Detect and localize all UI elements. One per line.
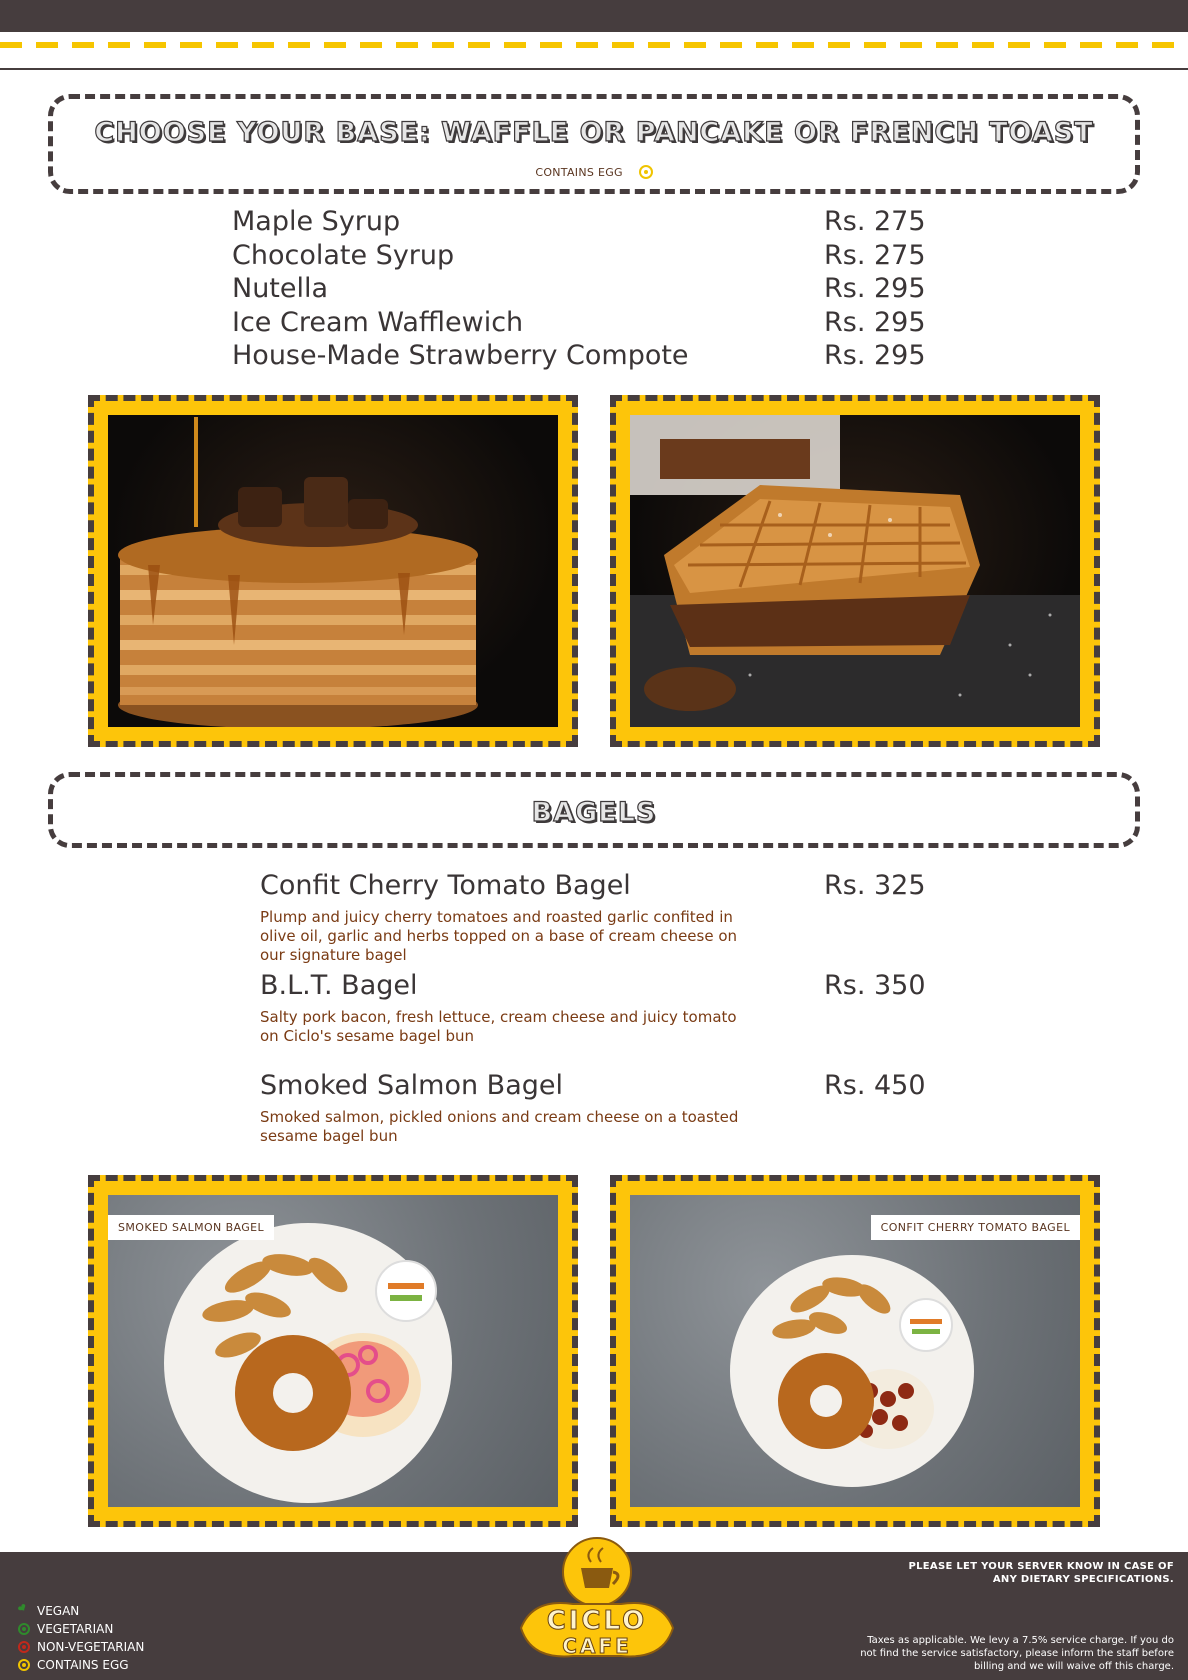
bagels-section-header: [48, 772, 1140, 848]
list-item: [232, 240, 932, 274]
bagels-section-title: BAGELS: [531, 797, 657, 828]
item-name: House-Made Strawberry Compote: [232, 340, 689, 371]
waffle-photo-frame: [610, 395, 1100, 747]
non-veg-icon: [18, 1641, 30, 1653]
legend-vegan: [18, 1602, 144, 1620]
item-price: Rs. 325: [824, 870, 926, 901]
item-name: Nutella: [232, 273, 329, 304]
base-item-list: [232, 206, 932, 374]
waffle-photo: [630, 415, 1080, 727]
dietary-legend: [18, 1602, 144, 1674]
item-name: Chocolate Syrup: [232, 239, 455, 271]
base-section-header: [48, 94, 1140, 194]
list-item: [260, 868, 940, 965]
item-description: Smoked salmon, pickled onions and cream cheese on a toasted sesame bagel bun: [260, 1108, 739, 1145]
item-name: Smoked Salmon Bagel: [260, 1070, 563, 1101]
salmon-bagel-photo-frame: [88, 1175, 578, 1527]
leaf-icon: [18, 1605, 30, 1617]
base-section-title: CHOOSE YOUR BASE: WAFFLE OR PANCAKE OR FRENCH TOAST: [94, 117, 1094, 148]
item-price: Rs. 450: [824, 1070, 926, 1101]
list-item: [232, 206, 932, 240]
veg-icon: [18, 1623, 30, 1635]
item-price: Rs. 275: [824, 206, 926, 237]
item-price: Rs. 295: [824, 306, 926, 338]
list-item: [260, 968, 940, 1046]
ciclo-cafe-logo: [513, 1532, 681, 1672]
top-rule: [0, 68, 1188, 70]
legend-label: NON-VEGETARIAN: [37, 1640, 145, 1654]
dietary-specifications-note: PLEASE LET YOUR SERVER KNOW IN CASE OF ANY DIETARY SPECIFICATIONS.: [908, 1561, 1174, 1585]
legend-label: VEGETARIAN: [37, 1622, 114, 1636]
item-name: Ice Cream Wafflewich: [232, 306, 524, 338]
item-name: B.L.T. Bagel: [260, 970, 418, 1001]
list-item: [232, 307, 932, 341]
legend-non-vegetarian: [18, 1638, 144, 1656]
tomato-bagel-photo-frame: [610, 1175, 1100, 1527]
item-price: Rs. 295: [824, 273, 926, 304]
top-bar: [0, 0, 1188, 32]
legend-label: CONTAINS EGG: [37, 1658, 129, 1672]
legend-contains-egg: [18, 1656, 144, 1674]
contains-egg-note: [53, 165, 1135, 179]
item-name: Maple Syrup: [232, 206, 401, 237]
item-price: Rs. 350: [824, 970, 926, 1001]
logo-ciclo-text: CICLO: [546, 1606, 648, 1636]
tomato-bagel-photo-tag: CONFIT CHERRY TOMATO BAGEL: [871, 1215, 1080, 1240]
pancake-photo: [108, 415, 558, 727]
item-name: Confit Cherry Tomato Bagel: [260, 870, 631, 901]
salmon-bagel-photo: [108, 1195, 558, 1507]
tomato-plate-illustration: [630, 1195, 1080, 1507]
waffle-sandwich-illustration: [630, 415, 1080, 727]
salmon-bagel-photo-tag: SMOKED SALMON BAGEL: [108, 1215, 274, 1240]
salmon-plate-illustration: [108, 1195, 558, 1507]
contains-egg-label: CONTAINS EGG: [535, 166, 623, 179]
logo-cafe-text: CAFE: [562, 1634, 632, 1658]
list-item: [232, 340, 932, 374]
item-description: Salty pork bacon, fresh lettuce, cream cheese and juicy tomato on Ciclo's sesame bagel bun: [260, 1008, 737, 1045]
top-dashed-rule: [0, 42, 1188, 48]
list-item: [232, 273, 932, 307]
pancake-photo-frame: [88, 395, 578, 747]
egg-icon: [18, 1659, 30, 1671]
item-description: Plump and juicy cherry tomatoes and roasted garlic confited in olive oil, garlic and herbs topped on a base of cream cheese on our signature bagel: [260, 908, 738, 964]
service-charge-note: Taxes as applicable. We levy a 7.5% service charge. If you do not find the service satisfactory, please inform the staff before billing and we will waive off this charge.: [860, 1635, 1174, 1672]
tomato-bagel-photo: [630, 1195, 1080, 1507]
legend-label: VEGAN: [37, 1604, 80, 1618]
egg-icon: [639, 165, 653, 179]
item-price: Rs. 275: [824, 239, 926, 271]
item-price: Rs. 295: [824, 340, 926, 371]
legend-vegetarian: [18, 1620, 144, 1638]
pancake-stack-illustration: [108, 415, 558, 727]
list-item: [260, 1068, 940, 1146]
